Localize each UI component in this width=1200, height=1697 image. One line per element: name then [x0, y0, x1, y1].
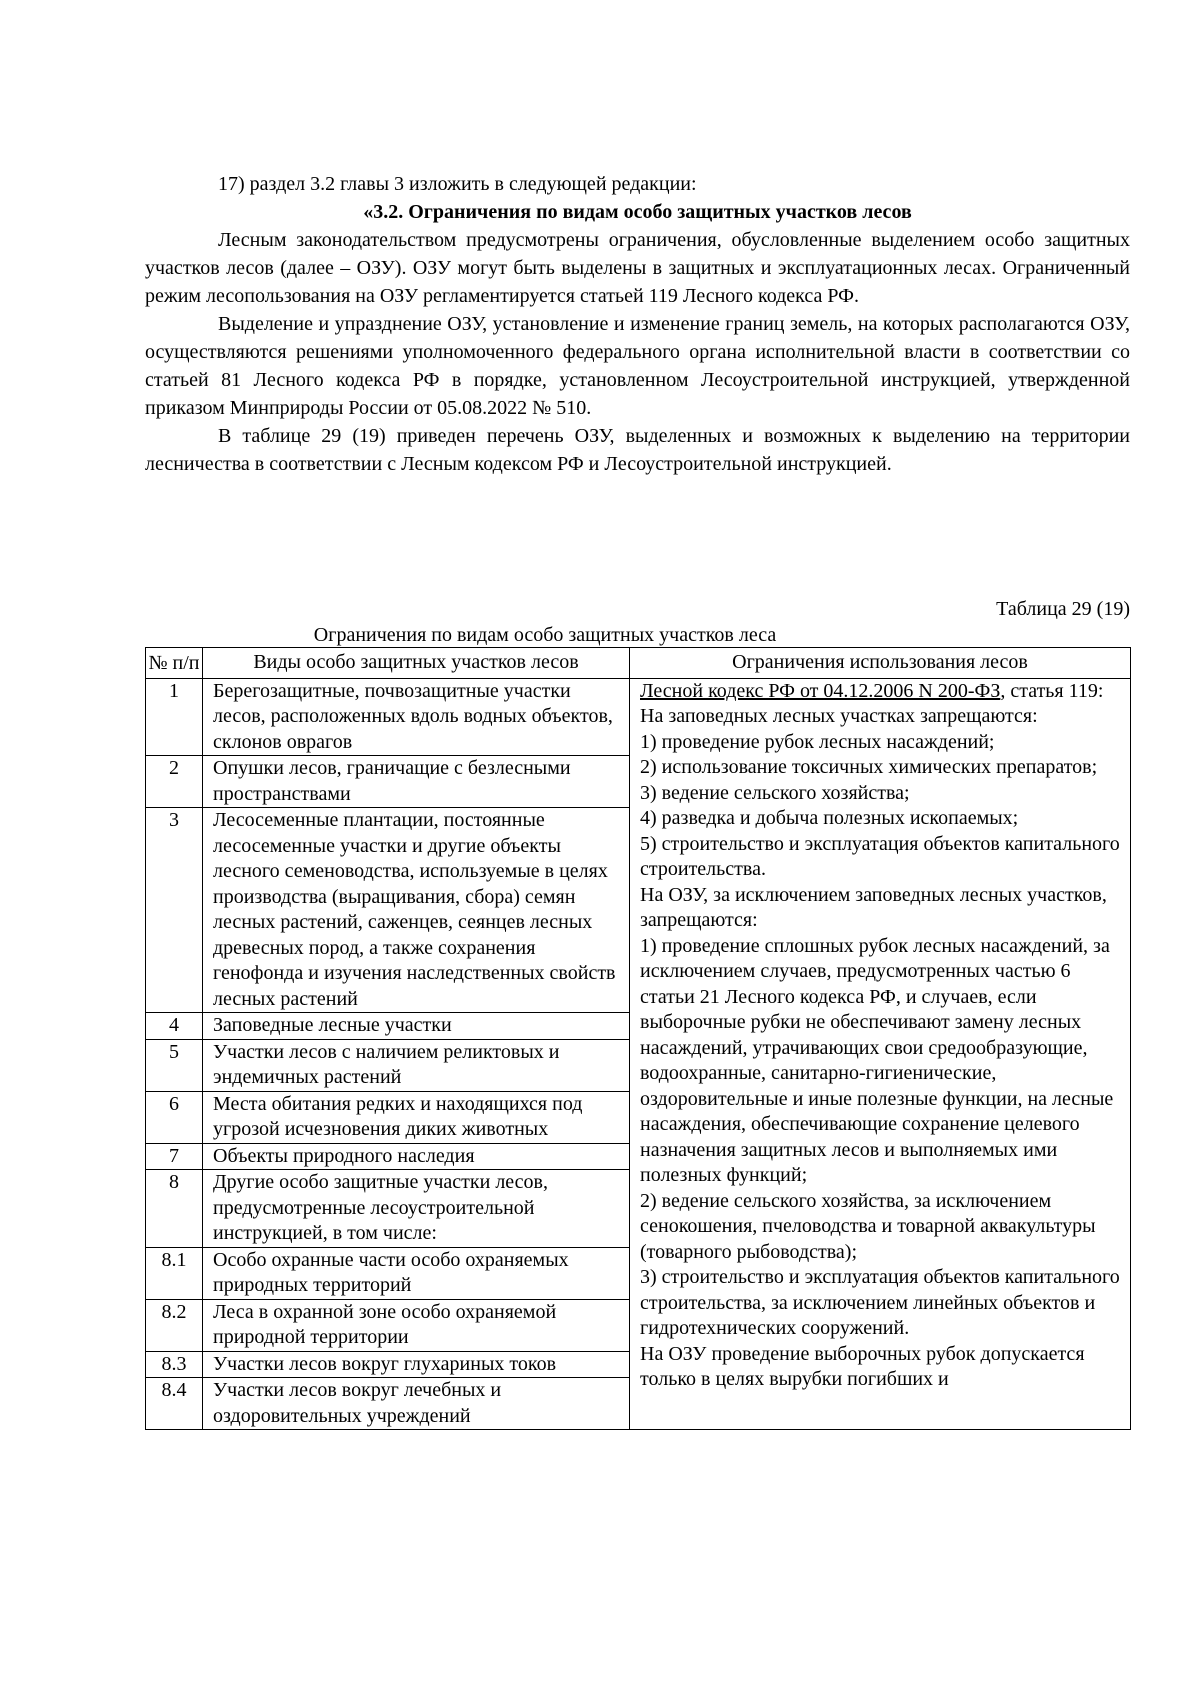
- row-type: Участки лесов с наличием реликтовых и эндемичных растений: [203, 1039, 630, 1091]
- row-type: Другие особо защитные участки лесов, предусмотренные лесоустроительной инструкцией, в том числе:: [203, 1170, 630, 1248]
- row-num: 3: [146, 808, 203, 1013]
- restrictions-law: [640, 680, 1103, 702]
- section-heading: [145, 198, 1130, 226]
- row-num: 6: [146, 1091, 203, 1143]
- heading-quote: «: [363, 201, 374, 223]
- row-type: Заповедные лесные участки: [203, 1013, 630, 1040]
- intro-line: 17) раздел 3.2 главы 3 изложить в следующей редакции:: [218, 173, 697, 195]
- document-body: [145, 170, 1130, 478]
- row-num: 8.2: [146, 1299, 203, 1351]
- row-type: Участки лесов вокруг глухариных токов: [203, 1351, 630, 1378]
- row-type: Особо охранные части особо охраняемых природных территорий: [203, 1247, 630, 1299]
- restriction-line: 3) строительство и эксплуатация объектов капитального строительства, за исключением линейных объектов и гидротехнических сооружений.: [640, 1266, 1120, 1339]
- heading-text: 3.2. Ограничения по видам особо защитных участков лесов: [373, 201, 912, 223]
- row-type: Леса в охранной зоне особо охраняемой природной территории: [203, 1299, 630, 1351]
- restriction-line: 1) проведение рубок лесных насаждений;: [640, 730, 995, 753]
- restriction-line: На ОЗУ, за исключением заповедных лесных участков, запрещаются:: [640, 883, 1107, 931]
- header-restrictions: Ограничения использования лесов: [630, 648, 1131, 679]
- row-num: 8.4: [146, 1378, 203, 1430]
- restriction-line: 4) разведка и добыча полезных ископаемых;: [640, 807, 1019, 829]
- row-type: Участки лесов вокруг лечебных и оздоровительных учреждений: [203, 1378, 630, 1430]
- row-type: Берегозащитные, почвозащитные участки лесов, расположенных вдоль водных объектов, склонов оврагов: [203, 678, 630, 756]
- restriction-line: 2) ведение сельского хозяйства, за исключением сенокошения, пчеловодства и товарной аквакультуры (товарного рыбоводства);: [640, 1189, 1096, 1263]
- restrictions-table: [145, 647, 1131, 1430]
- row-num: 2: [146, 756, 203, 808]
- row-num: 4: [146, 1013, 203, 1040]
- restriction-line: 2) использование токсичных химических препаратов;: [640, 756, 1098, 778]
- row-num: 8.3: [146, 1351, 203, 1378]
- table-caption: Ограничения по видам особо защитных участков леса: [313, 624, 777, 646]
- row-type: Места обитания редких и находящихся под угрозой исчезновения диких животных: [203, 1091, 630, 1143]
- restriction-line: 5) строительство и эксплуатация объектов капитального строительства.: [640, 832, 1120, 880]
- paragraph-3: В таблице 29 (19) приведен перечень ОЗУ, выделенных и возможных к выделению на территории лесничества в соответствии с Лесным кодексом РФ и Лесоустроительной инструкцией.: [145, 425, 1130, 475]
- row-type: Опушки лесов, граничащие с безлесными пространствами: [203, 756, 630, 808]
- paragraph-2: Выделение и упразднение ОЗУ, установление и изменение границ земель, на которых располагаются ОЗУ, осуществляются решениями уполномоченного федерального органа исполнительной власти в соответствии со статьей 81 Лесного кодекса РФ в порядке, установленном Лесоустроительной инструкцией, утвержденной приказом Минприроды России от 05.08.2022 № 510.: [145, 313, 1130, 419]
- restriction-line: 1) проведение сплошных рубок лесных насаждений, за исключением случаев, предусмотренных частью 6 статьи 21 Лесного кодекса РФ, и случаев, если выборочные рубки не обеспечивают замену лесных насаждений, утрачивающих свои средообразующие, водоохранные, санитарно-гигиенические, оздоровительные и иные полезные функции, на лесные насаждения, обеспечивающие сохранение целевого назначения защитных лесов и выполняемых ими полезных функций;: [640, 934, 1114, 1186]
- row-num: 5: [146, 1039, 203, 1091]
- row-num: 7: [146, 1143, 203, 1170]
- row-num: 1: [146, 678, 203, 756]
- table-number: Таблица 29 (19): [996, 598, 1130, 620]
- restriction-line: На заповедных лесных участках запрещаются:: [640, 705, 1038, 727]
- restrictions-cell: [630, 678, 1131, 1430]
- law-link[interactable]: Лесной кодекс РФ от 04.12.2006 N 200-ФЗ: [640, 679, 1001, 702]
- header-num: № п/п: [146, 648, 203, 679]
- table-header-row: [146, 648, 1131, 679]
- header-type: Виды особо защитных участков лесов: [203, 648, 630, 679]
- row-type: Объекты природного наследия: [203, 1143, 630, 1170]
- row-type: Лесосеменные плантации, постоянные лесосеменные участки и другие объекты лесного семеноводства, используемые в целях производства (выращивания, сбора) семян лесных растений, саженцев, сеянцев лесных древесных пород, а также сохранения генофонда и изучения наследственных свойств лесных растений: [203, 808, 630, 1013]
- row-num: 8: [146, 1170, 203, 1248]
- restriction-line: На ОЗУ проведение выборочных рубок допускается только в целях вырубки погибших и: [640, 1342, 1085, 1390]
- restriction-line: 3) ведение сельского хозяйства;: [640, 781, 910, 804]
- law-suffix: , статья 119:: [1000, 679, 1104, 702]
- paragraph-1: Лесным законодательством предусмотрены ограничения, обусловленные выделением особо защитных участков лесов (далее – ОЗУ). ОЗУ могут быть выделены в защитных и эксплуатационных лесах. Ограниченный режим лесопользования на ОЗУ регламентируется статьей 119 Лесного кодекса РФ.: [145, 229, 1130, 307]
- row-num: 8.1: [146, 1247, 203, 1299]
- table-row: [146, 678, 1131, 756]
